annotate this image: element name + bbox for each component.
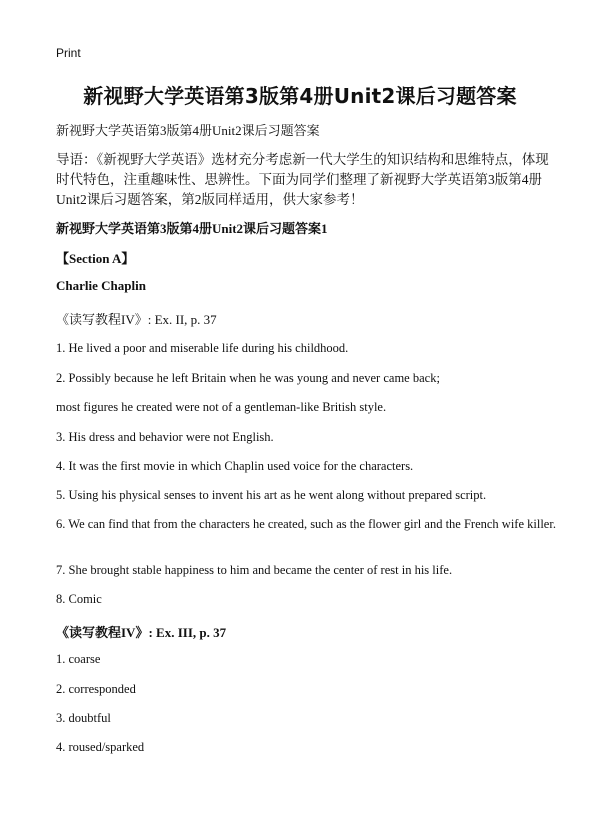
text-title: Charlie Chaplin: [56, 278, 146, 293]
answer-item: 2. corresponded: [56, 682, 136, 696]
answer-item: 7. She brought stable happiness to him and became the center of rest in his life.: [56, 563, 453, 577]
subtitle: 新视野大学英语第3版第4册Unit2课后习题答案: [56, 123, 320, 138]
exercise-reference-1: 《读写教程IV》: Ex. II, p. 37: [56, 312, 217, 327]
print-label[interactable]: Print: [56, 46, 81, 60]
intro-paragraph: 导语：《新视野大学英语》选材充分考虑新一代大学生的知识结构和思维特点，体现时代特色，注重趣味性、思辨性。下面为同学们整理了新视野大学英语第3版第4册Unit2课后习题答案，第2版同样适用，供大家参考！: [56, 152, 549, 207]
answer-item: most figures he created were not of a gentleman-like British style.: [56, 400, 387, 414]
answer-item: 3. doubtful: [56, 711, 111, 725]
answer-item: 8. Comic: [56, 592, 102, 606]
page-title: 新视野大学英语第3版第4册Unit2课后习题答案: [83, 84, 517, 108]
exercise-reference-2: 《读写教程IV》: Ex. III, p. 37: [56, 625, 227, 640]
answers-heading: 新视野大学英语第3版第4册Unit2课后习题答案1: [56, 221, 328, 236]
section-label: 【Section A】: [56, 251, 135, 266]
answer-item: 2. Possibly because he left Britain when he was young and never came back;: [56, 371, 440, 385]
answer-item: 4. roused/sparked: [56, 740, 145, 754]
answer-item: 1. coarse: [56, 652, 101, 666]
answer-item: 4. It was the first movie in which Chaplin used voice for the characters.: [56, 459, 414, 473]
answer-item: 5. Using his physical senses to invent his art as he went along without prepared script.: [56, 488, 487, 502]
answer-item: 1. He lived a poor and miserable life during his childhood.: [56, 341, 349, 355]
answer-item: 3. His dress and behavior were not English.: [56, 430, 274, 444]
answer-item: 6. We can find that from the characters he created, such as the flower girl and the French wife killer.: [56, 517, 556, 531]
